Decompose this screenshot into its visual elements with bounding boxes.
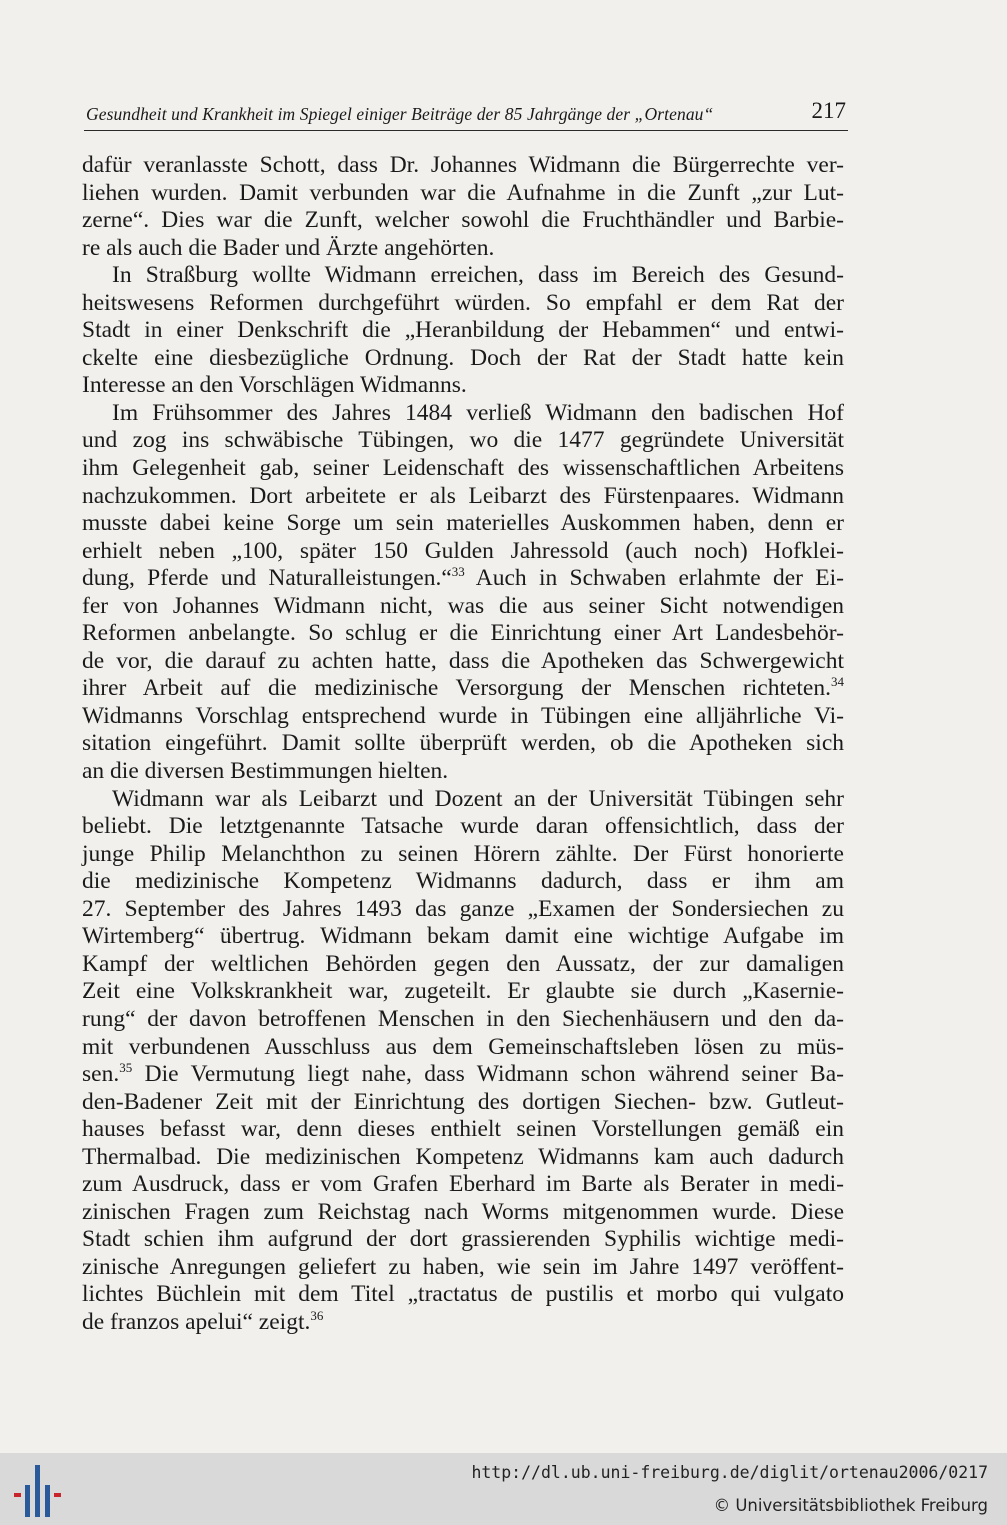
text-line: Im Frühsommer des Jahres 1484 verließ Widmann den badischen Hof xyxy=(112,399,844,426)
logo-accent xyxy=(14,1493,21,1497)
text-line: 27. September des Jahres 1493 das ganze „Examen der Sondersiechen zu xyxy=(82,895,844,922)
text-line: junge Philip Melanchthon zu seinen Hörern zählte. Der Fürst honorierte xyxy=(82,840,844,867)
ub-freiburg-logo-icon xyxy=(12,1463,64,1519)
text-line: heitswesens Reformen durchgeführt würden. So empfahl er dem Rat der xyxy=(82,289,844,316)
text-line: Kampf der weltlichen Behörden gegen den Aussatz, der zur damaligen xyxy=(82,950,844,977)
text-line: zum Ausdruck, dass er vom Grafen Eberhard im Barte als Berater in medi- xyxy=(82,1171,844,1198)
text-line: Thermalbad. Die medizinischen Kompetenz Widmanns kam auch dadurch xyxy=(82,1143,844,1170)
text-line: Stadt schien ihm aufgrund der dort grassierenden Syphilis wichtige medi- xyxy=(82,1226,844,1253)
text-line: Stadt in einer Denkschrift die „Heranbildung der Hebammen“ und entwi- xyxy=(82,317,844,344)
text-line: an die diversen Bestimmungen hielten. xyxy=(82,758,449,785)
text-line xyxy=(82,675,844,703)
logo-bar xyxy=(45,1485,50,1517)
text-line: lichtes Büchlein mit dem Titel „tractatus de pustilis et morbo qui vulgato xyxy=(82,1281,844,1308)
logo-bar xyxy=(35,1465,40,1517)
text-line: ihm Gelegenheit gab, seiner Leidenschaft des wissenschaftlichen Arbeitens xyxy=(82,455,844,482)
text-line: re als auch die Bader und Ärzte angehörten. xyxy=(82,234,495,261)
text-line xyxy=(82,565,844,593)
text-line: zinische Anregungen geliefert zu haben, wie sein im Jahre 1497 veröffent- xyxy=(82,1253,844,1280)
text-line: Reformen anbelangte. So schlug er die Einrichtung einer Art Landesbehör- xyxy=(82,620,844,647)
source-url-link[interactable]: http://dl.ub.uni-freiburg.de/diglit/ortenau2006/0217 xyxy=(471,1463,988,1482)
text-line: Zeit eine Volkskrankheit war, zugeteilt. Er glaubte sie durch „Kasernie- xyxy=(82,978,844,1005)
text-line: sitation eingeführt. Damit sollte überprüft werden, ob die Apotheken sich xyxy=(82,730,844,757)
text-line: In Straßburg wollte Widmann erreichen, dass im Bereich des Gesund- xyxy=(112,262,844,289)
footnote-ref-33: 33 xyxy=(451,564,465,580)
text-line xyxy=(82,1309,844,1337)
text-segment: Die Vermutung liegt nahe, dass Widmann schon während seiner Ba- xyxy=(132,1061,844,1088)
text-line: zerne“. Dies war die Zunft, welcher sowohl die Fruchthändler und Barbie- xyxy=(82,207,844,234)
text-line: rung“ der davon betroffenen Menschen in den Siechenhäusern und den da- xyxy=(82,1005,844,1032)
text-segment: dung, Pferde und Naturalleistungen.“ xyxy=(82,565,452,592)
footnote-ref-34: 34 xyxy=(831,674,844,690)
body-text xyxy=(82,152,844,1337)
copyright-notice: © Universitätsbibliothek Freiburg xyxy=(713,1496,988,1515)
text-line: de vor, die darauf zu achten hatte, dass die Apotheken das Schwergewicht xyxy=(82,647,844,674)
text-line: fer von Johannes Widmann nicht, was die aus seiner Sicht notwendigen xyxy=(82,592,844,619)
text-line: Widmanns Vorschlag entsprechend wurde in Tübingen eine alljährliche Vi- xyxy=(82,702,844,729)
page-number: 217 xyxy=(811,98,846,123)
text-line xyxy=(82,1061,844,1089)
text-line: nachzukommen. Dort arbeitete er als Leibarzt des Fürstenpaares. Widmann xyxy=(82,482,844,509)
logo-accent xyxy=(54,1493,61,1497)
text-segment: de franzos apelui“ zeigt. xyxy=(82,1308,311,1335)
running-title: Gesundheit und Krankheit im Spiegel einiger Beiträge der 85 Jahrgänge der „Ortenau“ xyxy=(86,104,714,124)
text-line: zinischen Fragen zum Reichstag nach Worms mitgenommen wurde. Diese xyxy=(82,1198,844,1225)
text-line: Wirtemberg“ übertrug. Widmann bekam damit eine wichtige Aufgabe im xyxy=(82,923,844,950)
text-line: den-Badener Zeit mit der Einrichtung des dortigen Siechen- bzw. Gutleut- xyxy=(82,1088,844,1115)
text-line: musste dabei keine Sorge um sein materielles Auskommen haben, denn er xyxy=(82,510,844,537)
text-line: Widmann war als Leibarzt und Dozent an der Universität Tübingen sehr xyxy=(112,785,844,812)
text-line: beliebt. Die letztgenannte Tatsache wurde daran offensichtlich, dass der xyxy=(82,813,844,840)
text-line: erhielt neben „100, später 150 Gulden Jahressold (auch noch) Hofklei- xyxy=(82,537,844,564)
text-segment: sen. xyxy=(82,1061,120,1088)
logo-bar xyxy=(25,1485,30,1517)
text-line: dafür veranlasste Schott, dass Dr. Johannes Widmann die Bürgerrechte ver- xyxy=(82,152,844,178)
footnote-ref-36: 36 xyxy=(310,1307,324,1323)
text-line: liehen wurden. Damit verbunden war die Aufnahme in die Zunft „zur Lut- xyxy=(82,179,844,206)
text-line: die medizinische Kompetenz Widmanns dadurch, dass er ihm am xyxy=(82,868,844,895)
text-segment: Auch in Schwaben erlahmte der Ei- xyxy=(464,565,844,592)
running-header xyxy=(84,96,848,131)
text-segment: ihrer Arbeit auf die medizinische Versorgung der Menschen richteten. xyxy=(82,675,831,702)
footnote-ref-35: 35 xyxy=(119,1060,133,1076)
text-line: und zog ins schwäbische Tübingen, wo die 1477 gegründete Universität xyxy=(82,427,844,454)
text-line: hauses befasst war, denn dieses enthielt seinen Vorstellungen gemäß ein xyxy=(82,1116,844,1143)
text-line: mit verbundenen Ausschluss aus dem Gemeinschaftsleben lösen zu müs- xyxy=(82,1033,844,1060)
text-line: ckelte eine diesbezügliche Ordnung. Doch der Rat der Stadt hatte kein xyxy=(82,344,844,371)
text-line: Interesse an den Vorschlägen Widmanns. xyxy=(82,372,467,399)
